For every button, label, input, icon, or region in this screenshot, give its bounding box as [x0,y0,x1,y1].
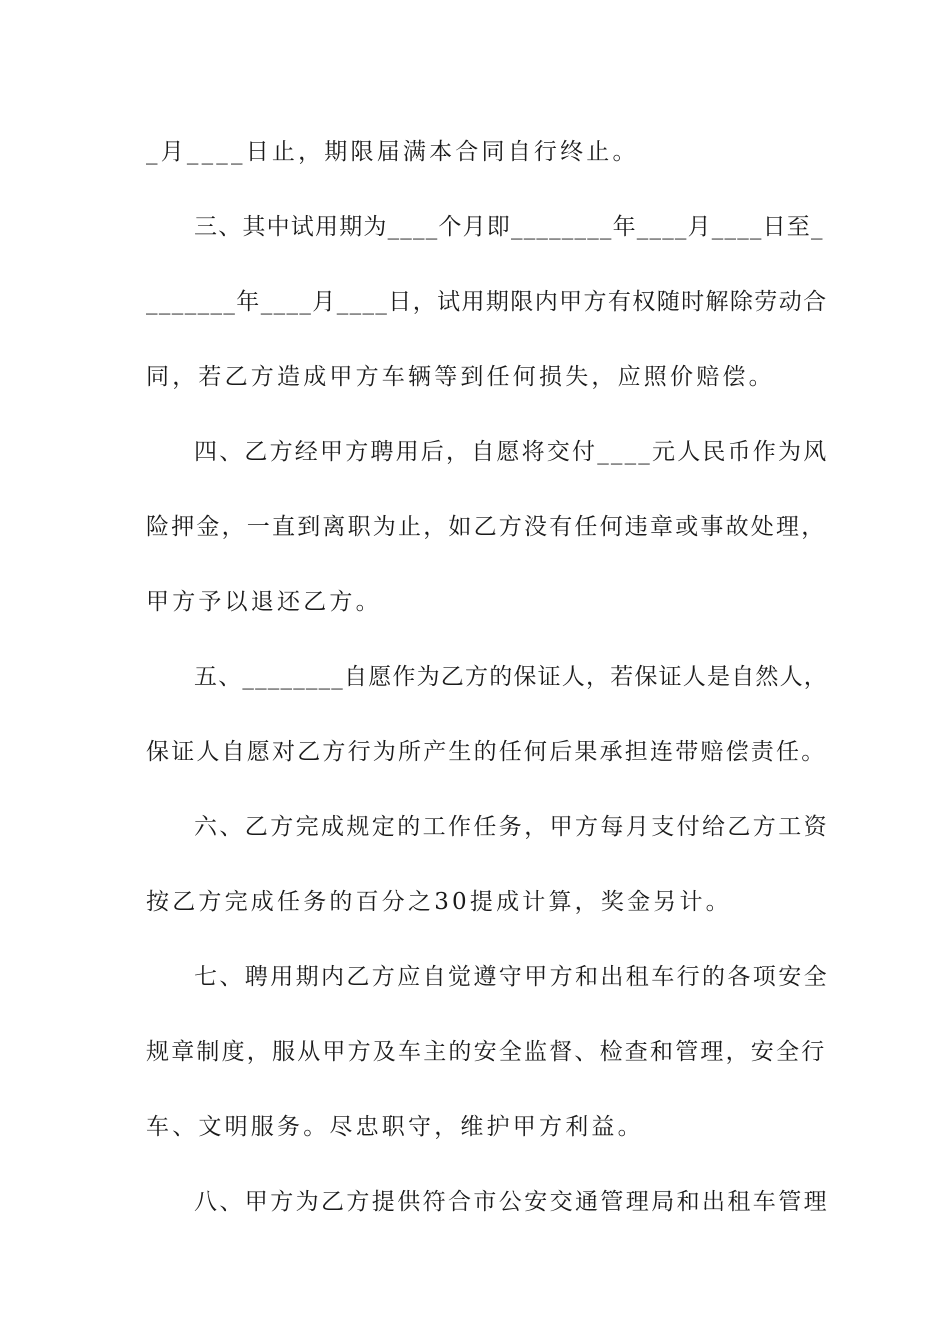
text-line: 六、乙方完成规定的工作任务，甲方每月支付给乙方工资 [194,814,829,840]
text-line: 甲方予以退还乙方。 [146,589,382,615]
text-line: 保证人自愿对乙方行为所产生的任何后果承担连带赔偿责任。 [146,739,827,765]
text-line: 车、文明服务。尽忠职守，维护甲方利益。 [146,1114,644,1140]
text-line: _月____日止，期限届满本合同自行终止。 [146,139,639,165]
text-line: 规章制度，服从甲方及车主的安全监督、检查和管理，安全行 [146,1039,827,1065]
text-line: 三、其中试用期为____个月即________年____月____日至_ [194,214,824,240]
text-line: 四、乙方经甲方聘用后，自愿将交付____元人民币作为风 [194,439,829,465]
text-line: 五、________自愿作为乙方的保证人，若保证人是自然人， [194,664,828,690]
text-line: 按乙方完成任务的百分之30提成计算，奖金另计。 [146,889,732,915]
text-line: 八、甲方为乙方提供符合市公安交通管理局和出租车管理 [194,1189,829,1215]
text-line: _______年____月____日，试用期限内甲方有权随时解除劳动合 [146,289,828,315]
text-line: 同，若乙方造成甲方车辆等到任何损失，应照价赔偿。 [146,364,775,390]
text-line: 险押金，一直到离职为止，如乙方没有任何违章或事故处理， [146,514,827,540]
text-line: 七、聘用期内乙方应自觉遵守甲方和出租车行的各项安全 [194,964,829,990]
